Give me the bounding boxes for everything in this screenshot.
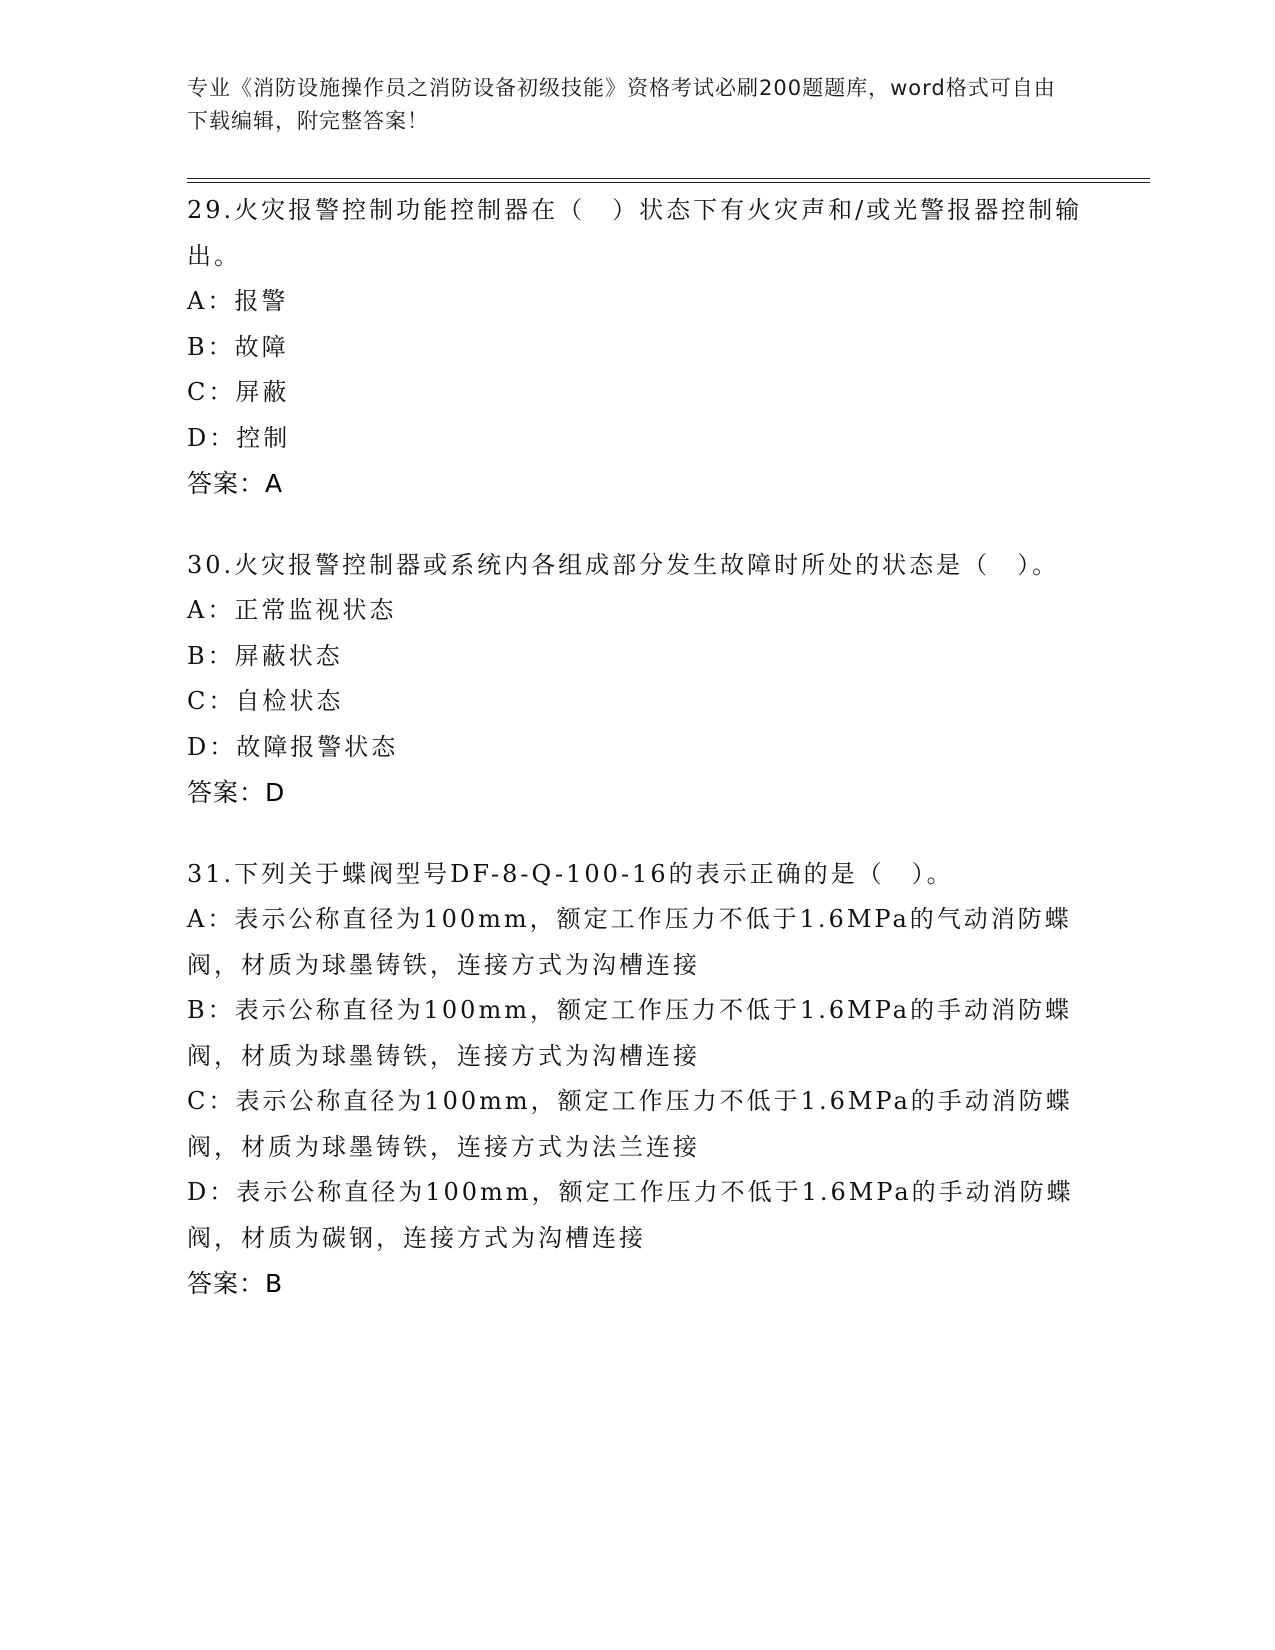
option-d: D：故障报警状态 bbox=[187, 732, 399, 761]
header-divider-bottom bbox=[187, 182, 1150, 183]
question-stem: 30.火灾报警控制器或系统内各组成部分发生故障时所处的状态是（ ）。 bbox=[187, 550, 1060, 579]
question-item bbox=[187, 188, 1087, 507]
option-d: D：表示公称直径为100mm，额定工作压力不低于1.6MPa的手动消防蝶阀，材质为碳钢，连接方式为沟槽连接 bbox=[187, 1178, 1074, 1252]
option-c: C：自检状态 bbox=[187, 687, 344, 715]
answer-label: 答案：A bbox=[187, 469, 284, 498]
question-list bbox=[187, 188, 1087, 1343]
answer-label: 答案：B bbox=[187, 1269, 284, 1298]
header-divider-top bbox=[187, 178, 1150, 179]
option-d: D：控制 bbox=[187, 423, 291, 452]
option-b: B：屏蔽状态 bbox=[187, 641, 343, 670]
option-a: A：表示公称直径为100mm，额定工作压力不低于1.6MPa的气动消防蝶阀，材质为球墨铸铁，连接方式为沟槽连接 bbox=[187, 905, 1072, 979]
option-a: A：报警 bbox=[187, 287, 289, 315]
question-item bbox=[187, 543, 1087, 816]
option-c: C：屏蔽 bbox=[187, 378, 290, 406]
question-stem: 31.下列关于蝶阀型号DF-8-Q-100-16的表示正确的是（ ）。 bbox=[187, 859, 954, 888]
option-a: A：正常监视状态 bbox=[187, 596, 397, 624]
document-header: 专业《消防设施操作员之消防设备初级技能》资格考试必刷200题题库，word格式可自由下载编辑，附完整答案！ bbox=[187, 76, 1056, 133]
option-b: B：表示公称直径为100mm，额定工作压力不低于1.6MPa的手动消防蝶阀，材质为球墨铸铁，连接方式为沟槽连接 bbox=[187, 996, 1073, 1070]
question-item bbox=[187, 852, 1087, 1307]
option-b: B：故障 bbox=[187, 332, 289, 361]
question-stem: 29.火灾报警控制功能控制器在（ ）状态下有火灾声和/或光警报器控制输出。 bbox=[187, 196, 1083, 270]
option-c: C：表示公称直径为100mm，额定工作压力不低于1.6MPa的手动消防蝶阀，材质为球墨铸铁，连接方式为法兰连接 bbox=[187, 1087, 1073, 1161]
answer-label: 答案：D bbox=[187, 778, 286, 807]
